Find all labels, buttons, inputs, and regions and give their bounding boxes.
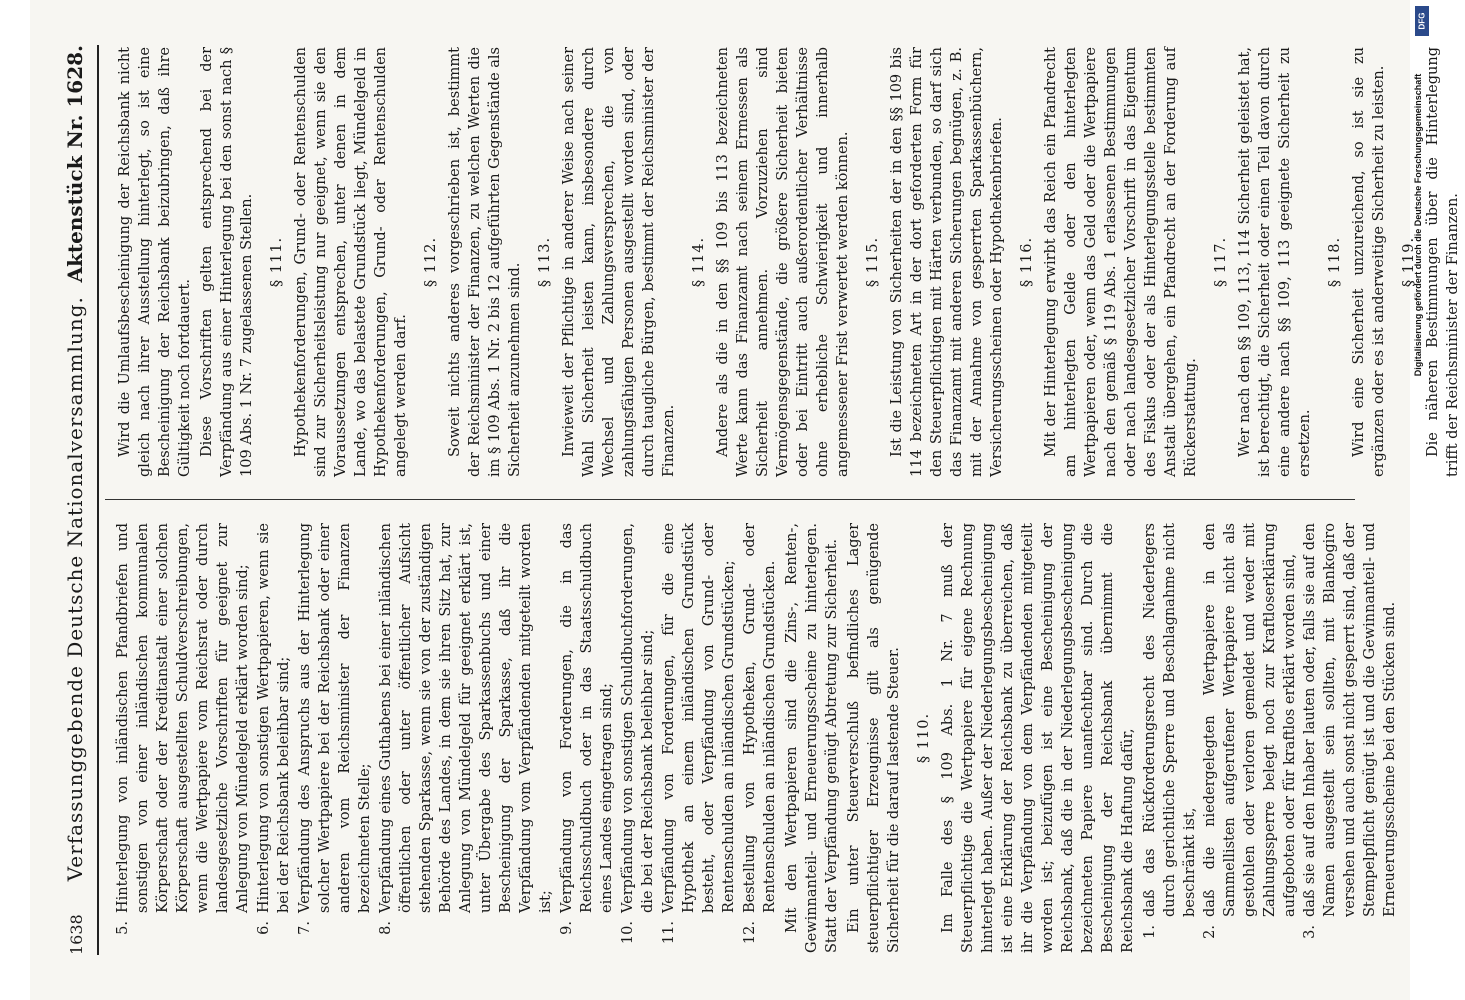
section-heading: § 119. [1401, 236, 1417, 288]
section-heading: § 115. [865, 236, 881, 288]
paragraph: Andere als die in den §§ 109 bis 113 bezeichneten Werte kann das Finanzamt nach seinem Ermessen als Sicherheit annehmen. Vorzuziehen sind Vermögensgegenstände, die größere Sicherheit bieten oder bei Eintritt auch außerordentlicher Verhältnisse ohne erhebliche Schwierigkeit und innerhalb angemessener Frist verwertet werden können. [715, 47, 851, 477]
running-title: Verfassunggebende Deutsche Nationalversammlung. [63, 296, 87, 882]
left-column [113, 523, 1400, 953]
list-item: 1. daß das Rückforderungsrecht des Niederlegers durch gerichtliche Sperre und Beschlagnahme nicht beschränkt ist, [1142, 523, 1198, 939]
paragraph: Ein unter Steuerverschluß befindliches Lager steuerpflichtiger Erzeugnisse gilt als genügende Sicherheit für die darauf lastende Steuer. [846, 523, 902, 953]
page-number: 1638 [67, 914, 86, 955]
paragraph: Wird eine Sicherheit unzureichend, so ist sie zu ergänzen oder es ist anderweitige Sicherheit zu leisten. [1351, 47, 1387, 477]
page-header [63, 45, 91, 955]
paragraph: Inwieweit der Pflichtige in anderer Weise nach seiner Wahl Sicherheit leisten kann, insbesondere durch Wechsel und Zahlungsversprechen, die von zahlungsfähigen Personen ausgestellt worden sind, oder durch taugliche Bürgen, bestimmt der Reichsminister der Finanzen. [561, 47, 677, 477]
section-heading: § 111. [269, 236, 285, 288]
right-column [113, 47, 1465, 477]
list-item: 2. daß die niedergelegten Wertpapiere in den Sammellisten aufgerufener Wertpapiere nicht als gestohlen oder verloren gemeldet und weder mit Zahlungssperre belegt noch zur Kraftloserklärung aufgeboten oder für kraftlos erklärt worden sind, [1202, 523, 1298, 939]
paragraph: Soweit nichts anderes vorgeschrieben ist, bestimmt der Reichsminister der Finanzen, zu welchen Werten die im § 109 Abs. 1 Nr. 2 bis 12 aufgeführten Gegenstände als Sicherheit anzunehmen sind. [447, 47, 523, 477]
paragraph: Wird die Umlaufsbescheinigung der Reichsbank nicht gleich nach ihrer Ausstellung hinterlegt, so ist eine Bescheinigung der Reichsbank beizubringen, daß ihre Gültigkeit noch fortdauert. [117, 47, 193, 477]
paragraph: Wer nach den §§ 109, 113, 114 Sicherheit geleistet hat, ist berechtigt, die Sicherheit oder einen Teil davon durch eine andere nach §§ 109, 113 geeignete Sicherheit zu ersetzen. [1237, 47, 1313, 477]
section-heading: § 116. [1019, 236, 1035, 288]
list-item: 5. Hinterlegung von inländischen Pfandbriefen und sonstigen von einer inländischen kommunalen Körperschaft oder der Kreditanstalt einer solchen Körperschaft ausgestellten Schuldverschreibungen, wenn die Wertpapiere vom Reichsrat oder durch landesgesetzliche Vorschriften für geeignet zur Anlegung von Mündelgeld erklärt worden sind; [115, 523, 251, 935]
section-heading: § 114. [691, 236, 707, 288]
section-heading: § 112. [423, 236, 439, 288]
list-item: 8. Verpfändung eines Guthabens bei einer inländischen öffentlichen oder unter öffentlicher Aufsicht stehenden Sparkasse, wenn sie von der zuständigen Behörde des Landes, in dem sie ihren Sitz hat, zur Anlegung von Mündelgeld für geeignet erklärt ist, unter Übergabe des Sparkassenbuchs und einer Bescheinigung der Sparkasse, daß ihr die Verpfändung vom Verpfändenden mitgeteilt worden ist; [378, 523, 554, 935]
section-heading: § 118. [1327, 236, 1343, 288]
list-item: 12. Bestellung von Hypotheken, Grund- oder Rentenschulden an inländischen Grundstücken. [742, 523, 778, 945]
paragraph: Ist die Leistung von Sicherheiten der in den §§ 109 bis 114 bezeichneten Art in der dort geforderten Form für den Steuerpflichtigen mit Härten verbunden, so darf sich das Finanzamt mit anderen Sicherungen begnügen, z. B. mit der Annahme von gesperrten Sparkassenbüchern, Versicherungsscheinen oder Hypothekenbriefen. [889, 47, 1005, 477]
paragraph: Diese Vorschriften gelten entsprechend bei der Verpfändung aus einer Hinterlegung bei den sonst nach § 109 Abs. 1 Nr. 7 zugelassenen Stellen. [199, 47, 255, 477]
list-item: 6. Hinterlegung von sonstigen Wertpapieren, wenn sie bei der Reichsbank beleihbar sind; [256, 523, 292, 935]
paragraph: Mit der Hinterlegung erwirbt das Reich ein Pfandrecht am hinterlegten Gelde oder den hinterlegten Wertpapieren oder, wenn das Geld oder die Wertpapiere nach den gemäß § 119 Abs. 1 erlassenen Bestimmungen oder nach landesgesetzlicher Vorschrift in das Eigentum des Fiskus oder der als Hinterlegungsstelle bestimmten Anstalt übergehen, ein Pfandrecht an der Forderung auf Rückerstattung. [1043, 47, 1199, 477]
section-heading: § 113. [537, 236, 553, 288]
dfg-logo: DFG [1415, 6, 1429, 36]
digitization-note: Digitalisierung gefördert durch die Deutsche Forschungsgemeinschaft [1413, 73, 1423, 377]
paragraph: Mit den Wertpapieren sind die Zins-, Renten-, Gewinnanteil- und Erneuerungsscheine zu hinterlegen. Statt der Verpfändung genügt Abtretung zur Sicherheit. [784, 523, 840, 953]
list-item: 9. Verpfändung von Forderungen, die in das Reichsschuldbuch oder in das Staatsschuldbuch eines Landes eingetragen sind; [559, 523, 615, 935]
section-heading: § 110. [916, 712, 932, 764]
paragraph: Die näheren Bestimmungen über die Hinterlegung trifft der Reichsminister der Finanzen. [1425, 47, 1461, 477]
section-heading: § 117. [1213, 236, 1229, 288]
paragraph: Hypothekenforderungen, Grund- oder Rentenschulden sind zur Sicherheitsleistung nur geeignet, wenn sie den Voraussetzungen entsprechen, unter denen in dem Lande, wo das belastete Grundstück liegt, Mündelgeld in Hypothekenforderungen, Grund- oder Rentenschulden angelegt werden darf. [293, 47, 409, 477]
paragraph: Im Falle des § 109 Abs. 1 Nr. 7 muß der Steuerpflichtige die Wertpapiere für eigene Rechnung hinterlegt haben. Außer der Niederlegungsbescheinigung ist eine Erklärung der Reichsbank zu überreichen, daß ihr die Verpfändung von dem Verpfändenden mitgeteilt worden ist; beizufügen ist eine Bescheinigung der Reichsbank, daß die in der Niederlegungsbescheinigung bezeichneten Papiere unanfechtbar sind. Durch die Bescheinigung der Reichsbank übernimmt die Reichsbank die Haftung dafür, [940, 523, 1136, 953]
column-divider [105, 499, 1355, 500]
document-reference: Aktenstück Nr. 1628. [63, 45, 87, 283]
list-item: 7. Verpfändung des Anspruchs aus der Hinterlegung solcher Wertpapiere bei der Reichsbank oder einer anderen vom Reichsminister der Finanzen bezeichneten Stelle; [297, 523, 373, 935]
list-item: 11. Verpfändung von Forderungen, für die eine Hypothek an einem inländischen Grundstück besteht, oder Verpfändung von Grund- oder Rentenschulden an inländischen Grundstücken; [661, 523, 737, 945]
list-item: 10. Verpfändung von sonstigen Schuldbuchforderungen, die bei der Reichsbank beleihbar sind; [620, 523, 656, 945]
header-rule [97, 45, 99, 955]
list-item: 3. daß sie auf den Inhaber lauten oder, falls sie auf den Namen ausgestellt sein sollten, mit Blankogiro versehen und auch sonst nicht gesperrt sind, daß der Stempelpflicht genügt ist und die Gewinnanteil- und Erneuerungsscheine bei den Stücken sind. [1302, 523, 1398, 939]
